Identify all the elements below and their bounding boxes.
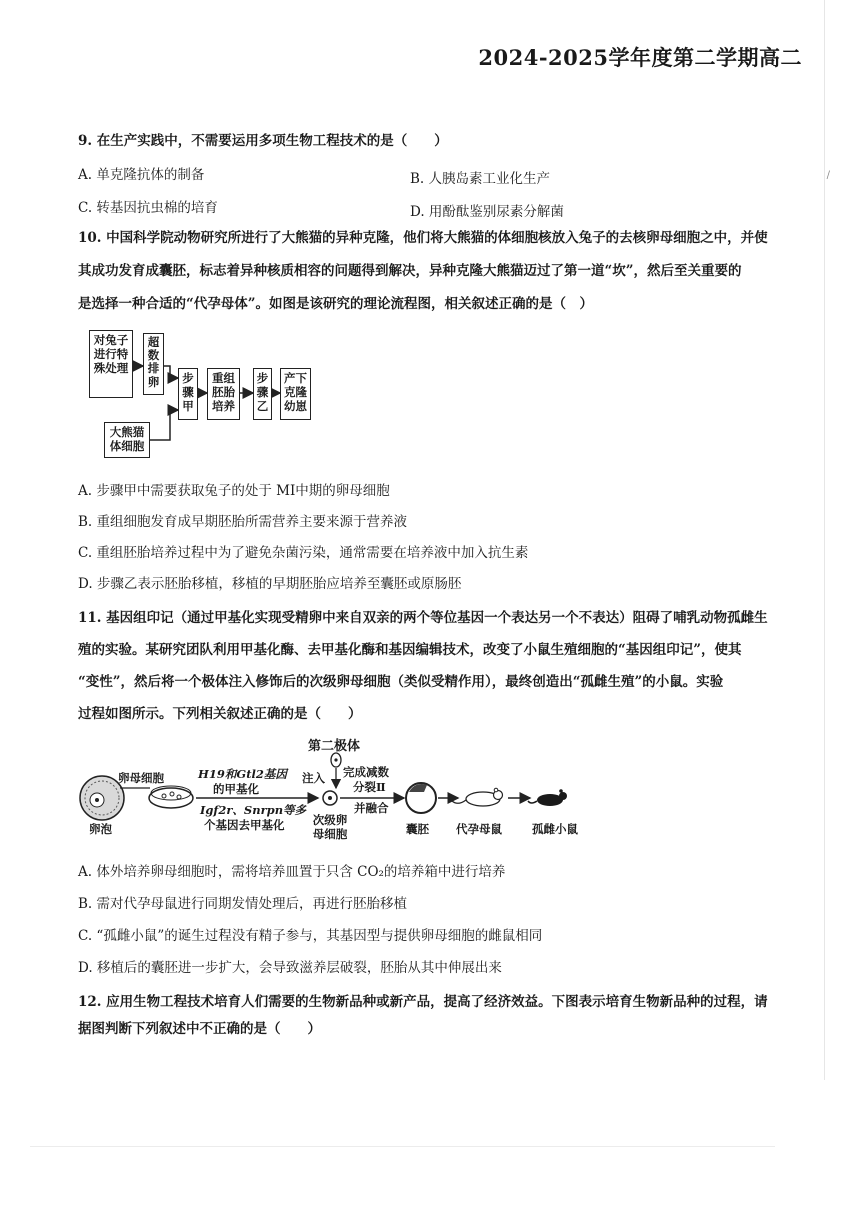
q10-stem-line: 10. 中国科学院动物研究所进行了大熊猫的异种克隆，他们将大熊猫的体细胞核放入兔子的去核卵母细胞之中，并使 [78, 230, 768, 246]
q11-stem-line: 过程如图所示。下列相关叙述正确的是（ ） [78, 706, 362, 722]
q9-option-c: C. 转基因抗虫棉的培育 [78, 200, 218, 216]
q9-option-a: A. 单克隆抗体的制备 [78, 167, 205, 183]
step-a-box: 步骤甲 [178, 368, 198, 420]
blastocyst-icon [406, 783, 436, 813]
follicle-label: 卵泡 [89, 822, 112, 836]
q11-option-a: A. 体外培养卵母细胞时，需将培养皿置于只含 CO₂的培养箱中进行培养 [78, 864, 506, 880]
step-b-box: 步骤乙 [253, 368, 272, 420]
q10-option-a: A. 步骤甲中需要获取兔子的处于 MⅠ中期的卵母细胞 [78, 483, 390, 499]
q11-option-b: B. 需对代孕母鼠进行同期发情处理后，再进行胚胎移植 [78, 896, 408, 912]
q10-option-d: D. 步骤乙表示胚胎移植，移植的早期胚胎应培养至囊胚或原肠胚 [78, 576, 462, 592]
complete-meiosis-label: 完成减数 [343, 765, 389, 779]
q11-option-d: D. 移植后的囊胚进一步扩大，会导致滋养层破裂，胚胎从其中伸展出来 [78, 960, 502, 976]
embryo-culture-box: 重组胚胎培养 [207, 368, 240, 420]
parthenogenetic-mouse-icon [528, 789, 567, 806]
meiosis-ii-label: 分裂Ⅱ [353, 780, 386, 794]
demethylation-label-top: Igf2r、Snrpn等多 [200, 803, 307, 817]
q9-option-b: B. 人胰岛素工业化生产 [410, 171, 551, 187]
q10-stem-line: 其成功发育成囊胚，标志着异种核质相容的问题得到解决，异种克隆大熊猫迈过了第一道“坎”，然后至关重要的 [78, 263, 742, 279]
bottom-rule [30, 1146, 775, 1147]
rabbit-treatment-box: 对兔子进行特殊处理 [89, 330, 133, 398]
offspring-box: 产下克隆幼崽 [280, 368, 311, 420]
petri-dish-icon [149, 786, 193, 808]
panda-cell-box: 大熊猫体细胞 [104, 422, 150, 458]
oocyte-label: 卵母细胞 [118, 771, 164, 785]
second-polar-body-label: 第二极体 [308, 739, 361, 754]
q9-option-d: D. 用酚酞鉴别尿素分解菌 [410, 204, 564, 220]
q9-stem: 9. 在生产实践中，不需要运用多项生物工程技术的是（ ） [78, 133, 448, 149]
demethylation-label-bottom: 个基因去甲基化 [204, 818, 285, 832]
q10-stem-line: 是选择一种合适的“代孕母体”。如图是该研究的理论流程图，相关叙述正确的是（ ） [78, 296, 594, 312]
surrogate-label: 代孕母鼠 [456, 822, 502, 836]
secondary-oocyte-label: 次级卵母细胞 [312, 813, 348, 841]
q12-stem-line: 12. 应用生物工程技术培育人们需要的生物新品种或新产品，提高了经济效益。下图表示培育生物新品种的过程，请 [78, 994, 768, 1010]
fuse-label: 并融合 [354, 801, 389, 815]
blastocyst-label: 囊胚 [406, 822, 429, 836]
methylation-label-bottom: 的甲基化 [213, 782, 259, 796]
q11-stem-line: 11. 基因组印记（通过甲基化实现受精卵中来自双亲的两个等位基因一个表达另一个不表达）阻碍了哺乳动物孤雌生 [78, 610, 768, 626]
q12-stem-line: 据图判断下列叙述中不正确的是（ ） [78, 1021, 321, 1037]
q10-option-c: C. 重组胚胎培养过程中为了避免杂菌污染，通常需要在培养液中加入抗生素 [78, 545, 529, 561]
surrogate-mouse-icon [452, 788, 503, 806]
q11-option-c: C. “孤雌小鼠”的诞生过程没有精子参与，其基因型与提供卵母细胞的雌鼠相同 [78, 928, 543, 944]
superovulation-box: 超数排卵 [143, 333, 164, 395]
q10-option-b: B. 重组细胞发育成早期胚胎所需营养主要来源于营养液 [78, 514, 408, 530]
page-header: 2024-2025学年度第二学期高二 [478, 45, 802, 70]
methylation-label-top: H19和Gtl2基因 [198, 767, 287, 781]
q11-stem-line: “变性”，然后将一个极体注入修饰后的次级卵母细胞（类似受精作用），最终创造出“孤雌生殖”的小鼠。实验 [78, 674, 724, 690]
inject-label: 注入 [302, 771, 325, 785]
secondary-oocyte-icon [323, 791, 337, 805]
parthenogenetic-mouse-label: 孤雌小鼠 [532, 822, 578, 836]
q11-stem-line: 殖的实验。某研究团队利用甲基化酶、去甲基化酶和基因编辑技术，改变了小鼠生殖细胞的“基因组印记”，使其 [78, 642, 742, 658]
corner-mark: / [826, 170, 830, 181]
